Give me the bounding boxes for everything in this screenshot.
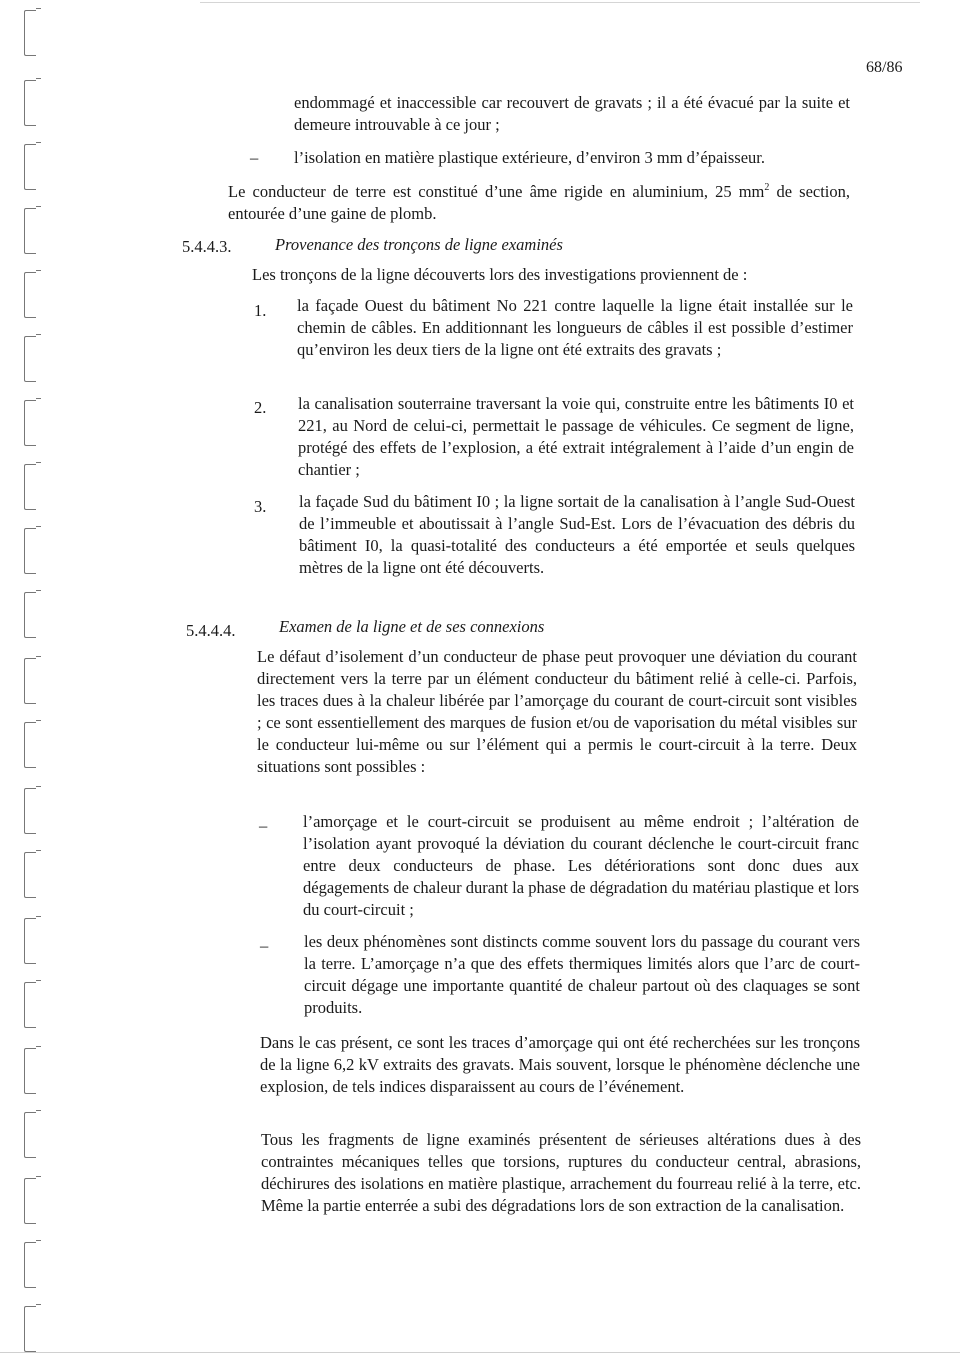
scan-bottom-edge — [0, 1352, 960, 1353]
section-number-5443: 5.4.4.3. — [182, 237, 232, 256]
paragraph: Le défaut d’isolement d’un conducteur de phase peut provoquer une déviation du courant directement vers la terre par un élément conducteur du bâtiment relié à celle-ci. Parfois, les traces dues à la chaleur libérée par l’amorçage du courant de court-circuit sont visibles ; ce sont essentiellement des marques de fusion et/ou de vaporisation du métal visibles sur le conducteur lui-même ou sur l’élément qui a permis le court-circuit à la terre. Deux situations sont possibles : — [257, 647, 857, 776]
binder-hole — [24, 982, 36, 1028]
binder-hole — [24, 272, 36, 318]
section-title-5443: Provenance des tronçons de ligne examinés — [275, 235, 563, 254]
binder-hole — [24, 336, 36, 382]
list-item: les deux phénomènes sont distincts comme souvent lors du passage du courant vers la terre. L’amorçage n’a que des effets thermiques limités alors que l’arc de court-circuit dégage une importante quantité de chaleur partout où des claquages se sont produits. — [304, 932, 860, 1017]
list-dash: – — [260, 936, 269, 955]
isolation-item: l’isolation en matière plastique extérieure, d’environ 3 mm d’épaisseur. — [294, 148, 766, 167]
section-lead: Les tronçons de la ligne découverts lors des investigations proviennent de : — [252, 265, 748, 284]
binder-hole — [24, 208, 36, 254]
binder-hole — [24, 144, 36, 190]
binder-hole — [24, 722, 36, 768]
binder-hole — [24, 918, 36, 964]
continuation-text: endommagé et inaccessible car recouvert de gravats ; il a été évacué par la suite et demeure introuvable à ce jour ; — [294, 93, 850, 134]
list-marker: 1. — [254, 301, 267, 320]
paragraph: Tous les fragments de ligne examinés présentent de sérieuses altérations dues à des contraintes mécaniques telles que torsions, ruptures du conducteur central, abrasions, déchirures des isolations en matière plastique, arrachement du fourreau relié à la terre, etc. Même la partie enterrée a subi des dégradations lors de son extraction de la canalisation. — [261, 1130, 861, 1215]
binder-hole — [24, 464, 36, 510]
list-dash: – — [250, 148, 259, 167]
binder-hole — [24, 788, 36, 834]
page-number: 68/86 — [866, 59, 903, 76]
binder-hole — [24, 852, 36, 898]
binder-hole — [24, 400, 36, 446]
binder-hole — [24, 80, 36, 126]
section-title-5444: Examen de la ligne et de ses connexions — [279, 617, 545, 636]
binder-hole — [24, 592, 36, 638]
list-marker: 2. — [254, 398, 267, 417]
list-item: la façade Ouest du bâtiment No 221 contre laquelle la ligne était installée sur le chemin de câbles. En additionnant les longueurs de câbles il est possible d’estimer qu’environ les deux tiers de la ligne ont été extraits des gravats ; — [297, 296, 853, 359]
binder-hole — [24, 528, 36, 574]
binder-hole — [24, 1112, 36, 1158]
list-marker: 3. — [254, 497, 267, 516]
scan-top-edge — [200, 2, 920, 3]
list-dash: – — [259, 816, 268, 835]
ground-conductor-paragraph — [228, 181, 850, 225]
list-item: la façade Sud du bâtiment I0 ; la ligne sortait de la canalisation à l’angle Sud-Ouest de l’immeuble et aboutissait à l’angle Sud-Est. Lors de l’évacuation des débris du bâtiment I0, la quasi-totalité des conducteurs a été emportée et seuls quelques mètres de la ligne ont été découverts. — [299, 492, 855, 577]
paragraph: Dans le cas présent, ce sont les traces d’amorçage qui ont été recherchées sur les tronçons de la ligne 6,2 kV extraits des gravats. Mais souvent, lorsque le phénomène déclenche une explosion, de tels indices disparaissent au cours de l’événement. — [260, 1033, 860, 1096]
list-item: la canalisation souterraine traversant la voie qui, construite entre les bâtiments I0 et 221, au Nord de celui-ci, permettait le passage de véhicules. Ce segment de ligne, protégé des effets de l’explosion, a été extrait intégralement à l’aide d’un engin de chantier ; — [298, 394, 854, 479]
list-item: l’amorçage et le court-circuit se produisent au même endroit ; l’altération de l’isolation ayant provoqué la déviation du courant déclenche le court-circuit franc entre deux conducteurs de phase. Les détériorations sont donc dues aux dégagements de chaleur durant la phase de dégradation du matériau plastique et lors du court-circuit ; — [303, 812, 859, 919]
binder-hole — [24, 1048, 36, 1094]
ground-conductor-text-end: de section, entourée d’une gaine de plomb. — [228, 182, 851, 223]
binder-hole — [24, 1306, 36, 1352]
section-number-5444: 5.4.4.4. — [186, 621, 236, 640]
binder-hole — [24, 1178, 36, 1224]
binder-hole — [24, 658, 36, 704]
ground-conductor-text: Le conducteur de terre est constitué d’une âme rigide en aluminium, 25 mm — [228, 182, 765, 201]
superscript: 2 — [764, 181, 770, 193]
binder-hole — [24, 10, 36, 56]
binder-hole — [24, 1242, 36, 1288]
binder-holes — [24, 0, 40, 1355]
